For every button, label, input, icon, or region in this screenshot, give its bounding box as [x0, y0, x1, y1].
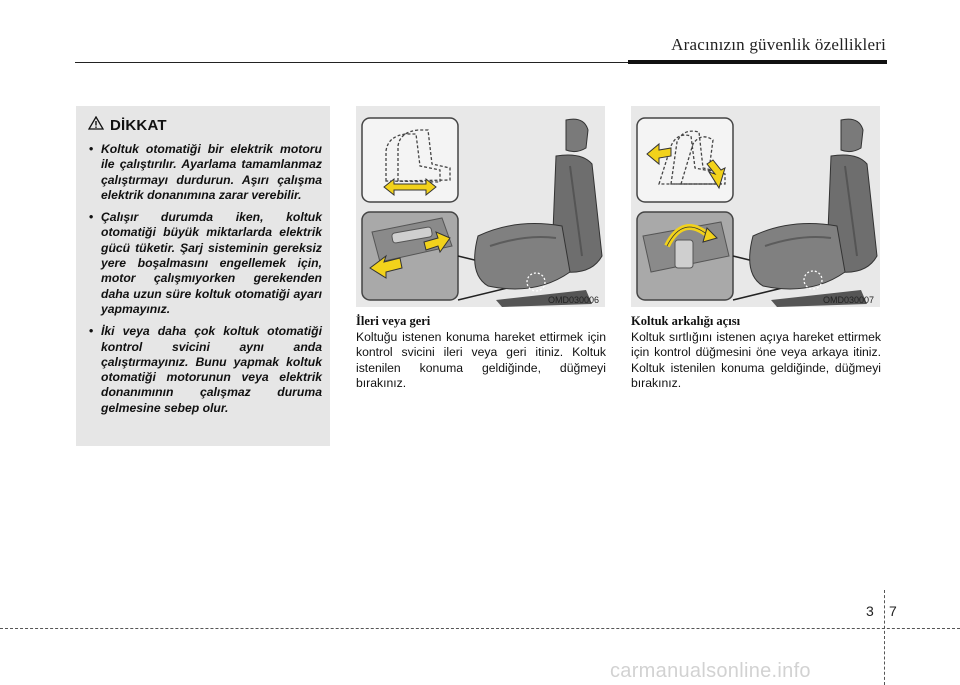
seat-image	[475, 119, 602, 307]
caution-item: • Çalışır durumda iken, koltuk otomatiği büyük miktarlarda elektrik gücü tüketir. Şarj sisteminin gereksiz yere boşalmasını engellemek için, motor çalışmıyorken gerekenden daha uzun süre koltuk otomatiği ayarı yapmayınız.	[86, 210, 322, 317]
watermark: carmanualsonline.info	[610, 660, 811, 682]
section-body-seatback-angle: Koltuk sırtlığını istenen açıya hareket ettirmek için kontrol düğmesini öne veya arkaya itiniz. Koltuk istenilen konuma geldiğinde, düğmeyi bırakınız.	[631, 330, 881, 391]
page-header-title: Aracınızın güvenlik özellikleri	[671, 35, 886, 54]
footer-rule	[0, 628, 960, 629]
figure-seatback-angle	[631, 106, 880, 307]
seat-slide-illustration	[356, 106, 605, 307]
seat-diagram-inset	[637, 118, 733, 202]
section-title-seatback-angle: Koltuk arkalığı açısı	[631, 314, 741, 328]
caution-item: • İki veya daha çok koltuk otomatiği kontrol svicini aynı anda çalıştırmayınız. Bunu yapmak koltuk otomatiği motorunun veya elektrik donanımının çalışmaz durumа gelmesine sebep olur.	[86, 324, 322, 416]
header-rule-accent	[628, 60, 887, 64]
seatback-angle-illustration	[631, 106, 880, 307]
warning-triangle-icon	[88, 116, 104, 135]
figure-code: OMD030007	[822, 295, 874, 305]
caution-list	[86, 142, 322, 423]
figure-seat-slide	[356, 106, 605, 307]
caution-title: DİKKAT	[110, 117, 167, 134]
page-number: 7	[889, 603, 897, 619]
caution-item: • Koltuk otomatiği bir elektrik motoru ile çalıştırılır. Ayarlama tamamlanmaz çalıştırmayı durdurun. Aşırı çalışma elektrik donanımına zarar verebilir.	[86, 142, 322, 203]
chapter-number: 3	[866, 603, 874, 619]
figure-code: OMD030006	[547, 295, 599, 305]
section-title-forward-backward: İleri veya geri	[356, 314, 431, 328]
caution-box	[76, 106, 330, 446]
seat-image	[750, 119, 877, 307]
section-body-forward-backward: Koltuğu istenen konuma hareket ettirmek için kontrol svicini ileri veya geri itiniz. Koltuk istenilen konuma geldiğinde, düğmeyi bırakınız.	[356, 330, 606, 391]
footer-divider	[884, 590, 885, 685]
caution-header	[88, 116, 167, 135]
